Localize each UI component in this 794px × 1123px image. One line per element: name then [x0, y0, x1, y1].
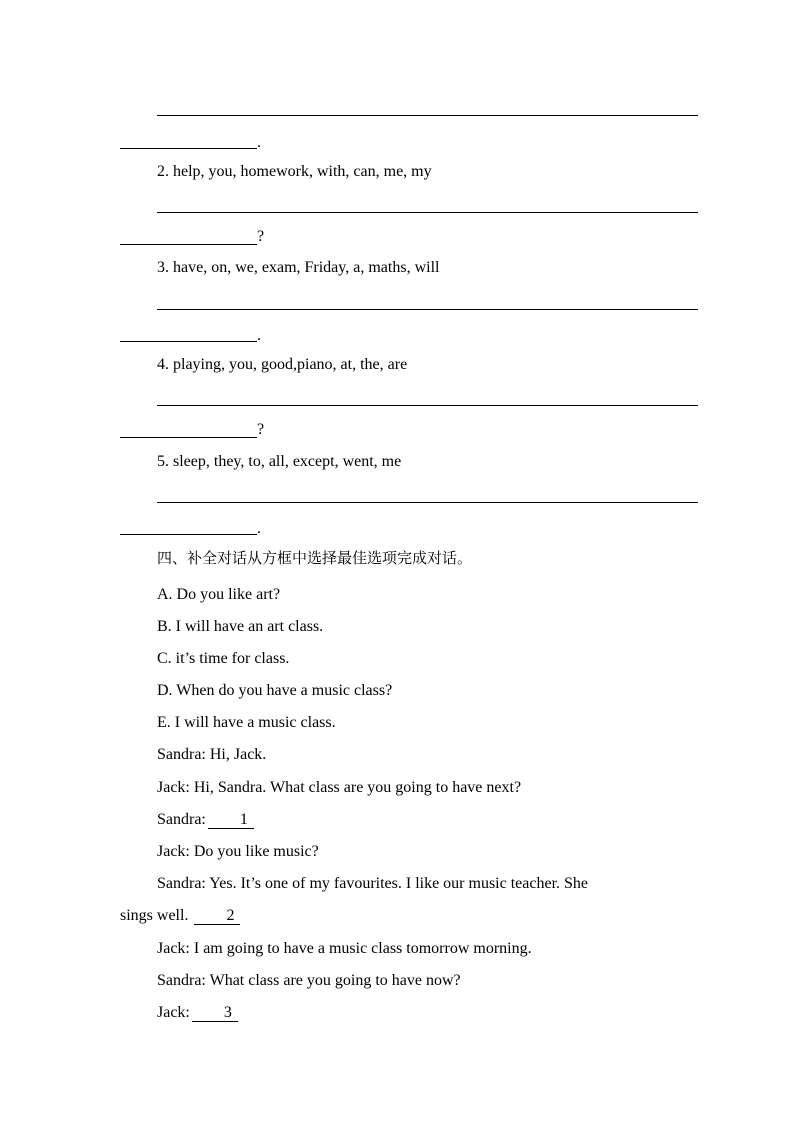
- q1-end-mark: .: [257, 134, 261, 151]
- answer-line-q4[interactable]: [157, 405, 698, 406]
- answer-line-q3[interactable]: [157, 309, 698, 310]
- dialogue-line: Jack: Hi, Sandra. What class are you going to have next?: [157, 779, 522, 796]
- answer-blank-3[interactable]: 3: [192, 1005, 238, 1022]
- question-2-words: help, you, homework, with, can, me, my: [173, 163, 432, 180]
- answer-line-q1[interactable]: [157, 115, 698, 116]
- option-e: E. I will have a music class.: [157, 714, 336, 731]
- question-3: [157, 258, 439, 278]
- dialogue-line: [157, 1003, 238, 1023]
- answer-line-q1-cont[interactable]: [120, 148, 257, 149]
- q5-end-mark: .: [257, 520, 261, 537]
- dialogue-text: sings well.: [120, 907, 189, 924]
- answer-blank-2[interactable]: 2: [194, 908, 240, 925]
- answer-line-q3-cont[interactable]: [120, 341, 257, 342]
- dialogue-line: Jack: Do you like music?: [157, 843, 319, 860]
- option-d: D. When do you have a music class?: [157, 682, 393, 699]
- answer-line-q2-cont[interactable]: [120, 244, 257, 245]
- question-2-number: 2.: [157, 163, 169, 180]
- speaker-label: Sandra:: [157, 811, 206, 828]
- speaker-label: Jack:: [157, 1004, 190, 1021]
- section-heading: 四、补全对话从方框中选择最佳选项完成对话。: [157, 549, 473, 567]
- q3-end-mark: .: [257, 327, 261, 344]
- option-a: A. Do you like art?: [157, 586, 281, 603]
- dialogue-line: Jack: I am going to have a music class tomorrow morning.: [157, 940, 532, 957]
- question-5: [157, 452, 401, 472]
- option-b: B. I will have an art class.: [157, 618, 324, 635]
- q2-end-mark: ?: [257, 228, 265, 245]
- question-3-number: 3.: [157, 259, 169, 276]
- question-5-number: 5.: [157, 453, 169, 470]
- answer-line-q2[interactable]: [157, 212, 698, 213]
- question-3-words: have, on, we, exam, Friday, a, maths, will: [173, 259, 440, 276]
- dialogue-line: Sandra: What class are you going to have now?: [157, 972, 461, 989]
- question-4-number: 4.: [157, 356, 169, 373]
- dialogue-line-cont: [120, 906, 240, 926]
- dialogue-line: [157, 810, 254, 830]
- dialogue-line: Sandra: Yes. It’s one of my favourites. I like our music teacher. She: [157, 875, 589, 892]
- answer-line-q4-cont[interactable]: [120, 437, 257, 438]
- question-4-words: playing, you, good,piano, at, the, are: [173, 356, 408, 373]
- option-c: C. it’s time for class.: [157, 650, 290, 667]
- question-5-words: sleep, they, to, all, except, went, me: [173, 453, 402, 470]
- question-2: [157, 162, 432, 182]
- q4-end-mark: ?: [257, 421, 265, 438]
- question-4: [157, 355, 407, 375]
- answer-line-q5-cont[interactable]: [120, 534, 257, 535]
- answer-blank-1[interactable]: 1: [208, 812, 254, 829]
- answer-line-q5[interactable]: [157, 502, 698, 503]
- dialogue-line: Sandra: Hi, Jack.: [157, 746, 267, 763]
